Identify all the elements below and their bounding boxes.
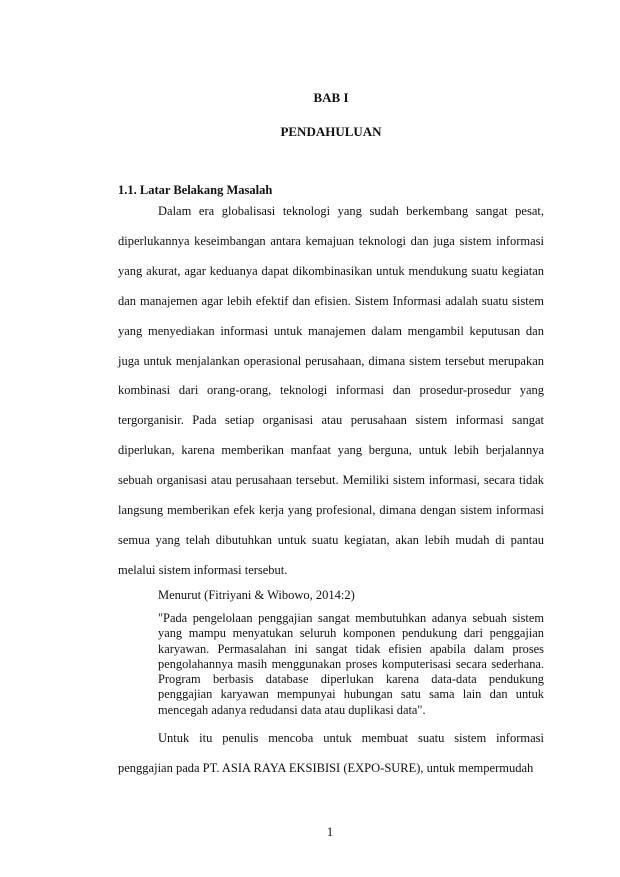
body-paragraph: Dalam era globalisasi teknologi yang sudah berkembang sangat pesat, diperlukannya keseimbangan antara kemajuan teknologi dan juga sistem informasi yang akurat, agar keduanya dapat dikombinasikan untuk mendukung suatu kegiatan dan manajemen agar lebih efektif dan efisien. Sistem Informasi adalah suatu sistem yang menyediakan informasi untuk manajemen dalam mengambil keputusan dan juga untuk menjalankan operasional perusahaan, dimana sistem tersebut merupakan kombinasi dari orang-orang, teknologi informasi dan prosedur-prosedur yang tergorganisir. Pada setiap organisasi atau perusahaan sistem informasi sangat diperlukan, karena memberikan manfaat yang berguna, untuk lebih berjalannya sebuah organisasi atau perusahaan tersebut. Memiliki sistem informasi, secara tidak langsung memberikan efek kerja yang profesional, dimana dengan sistem informasi semua yang telah dibutuhkan untuk suatu kegiatan, akan lebih mudah di pantau melalui sistem informasi tersebut. [118, 204, 544, 577]
chapter-title: PENDAHULUAN [280, 124, 382, 139]
section-heading: 1.1. Latar Belakang Masalah [118, 183, 273, 197]
page-number: 1 [326, 825, 334, 839]
citation-intro: Menurut (Fitriyani & Wibowo, 2014:2) [158, 588, 355, 602]
block-quote: "Pada pengelolaan penggajian sangat membutuhkan adanya sebuah sistem yang mampu menyatukan seluruh komponen pendukung dari penggajian karyawan. Permasalahan ini sangat tidak efisien apabila dalam proses pengolahannya masih menggunakan proses komputerisasi secara sederhana. Program berbasis database diperlukan karena data-data pendukung penggajian karyawan mempunyai hubungan satu sama lain dan untuk mencegah adanya redudansi data atau duplikasi data". [158, 611, 544, 717]
body-paragraph-continued: Untuk itu penulis mencoba untuk membuat suatu sistem informasi penggajian pada PT. ASIA RAYA EKSIBISI (EXPO-SURE), untuk mempermudah [118, 731, 544, 775]
chapter-number: BAB I [313, 90, 349, 105]
